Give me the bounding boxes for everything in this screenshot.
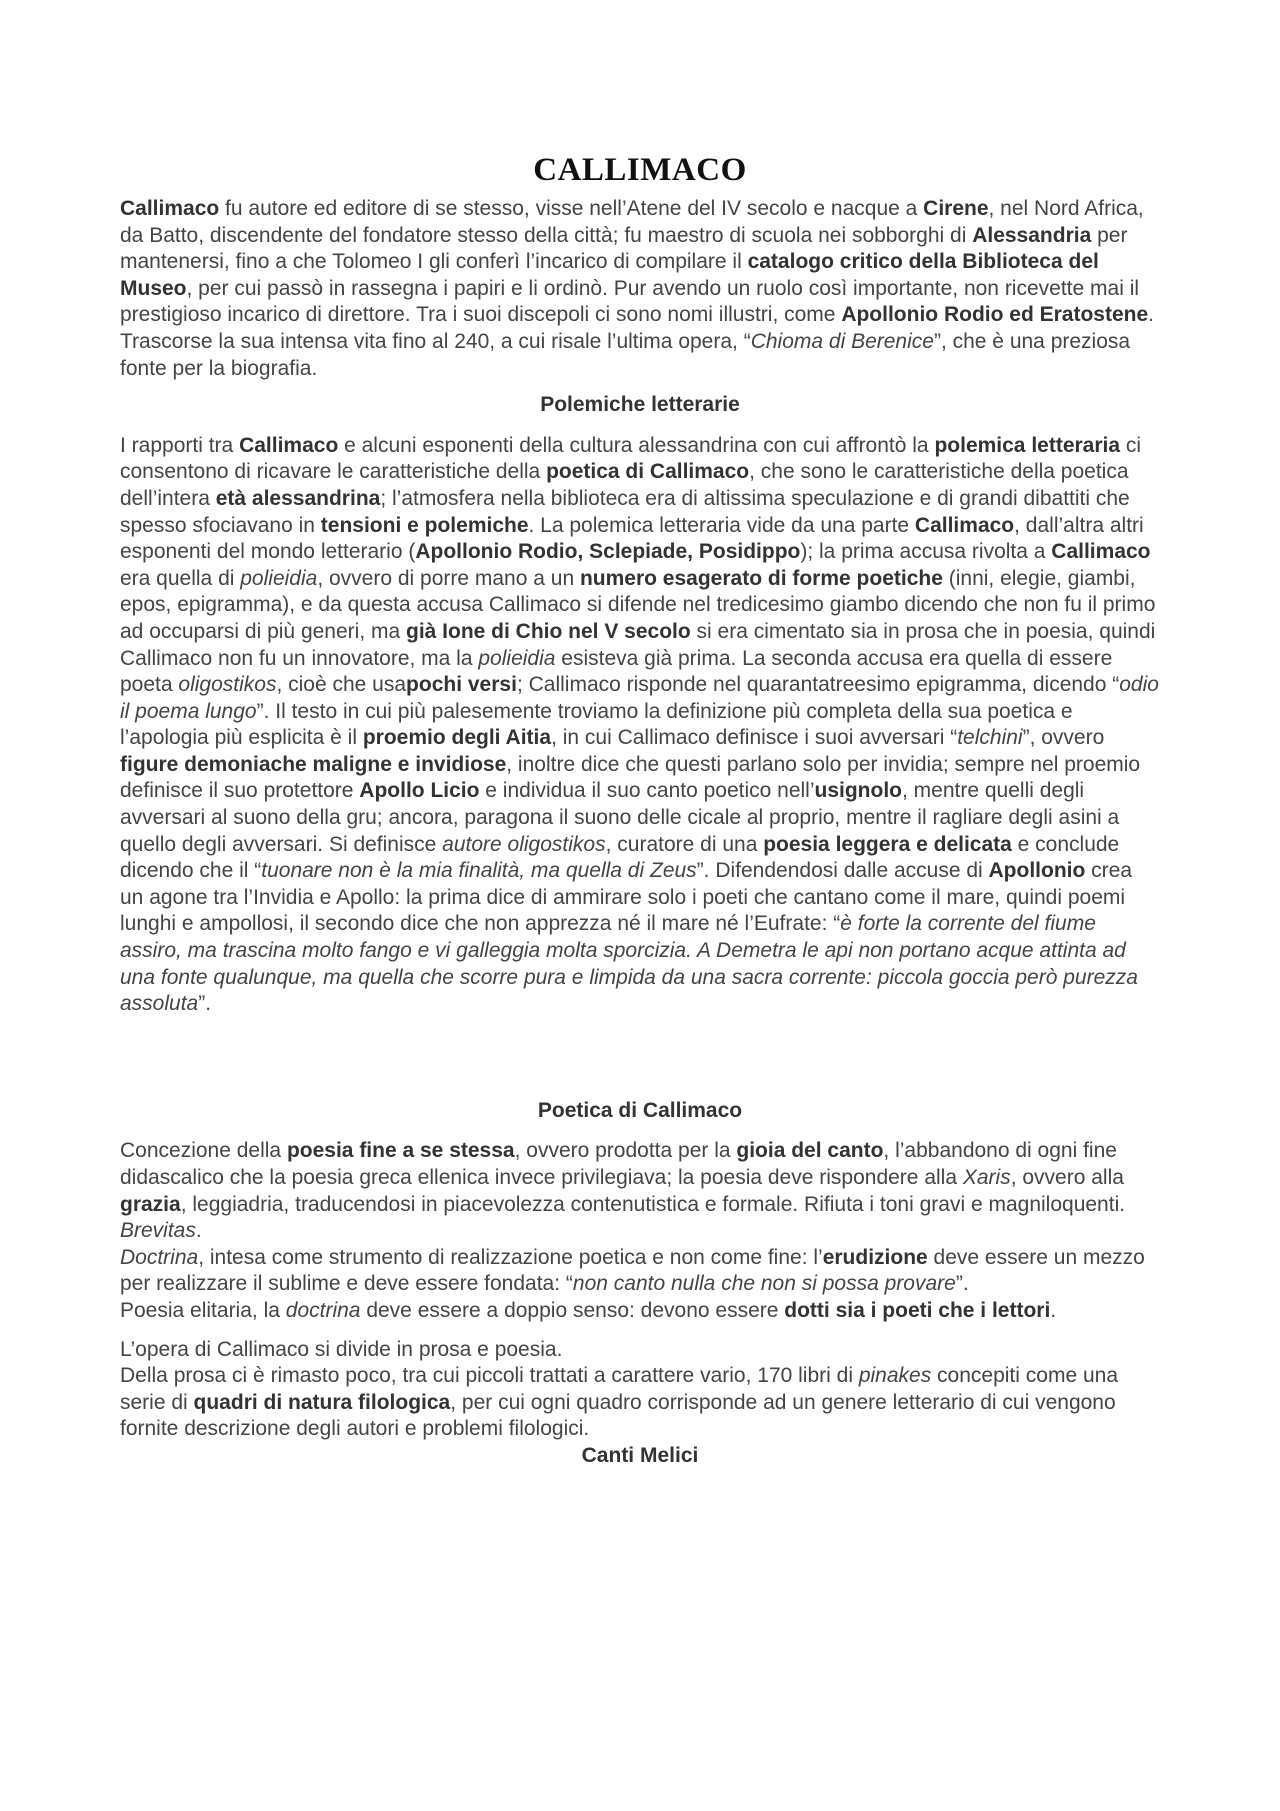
- text-run: , in cui Callimaco definisce i suoi avversari “: [551, 726, 958, 750]
- italic-text: Doctrina: [120, 1245, 199, 1269]
- text-run: , ovvero prodotta per la: [514, 1139, 737, 1163]
- bold-text: erudizione: [822, 1245, 928, 1269]
- bold-text: grazia: [120, 1192, 181, 1216]
- italic-text: tuonare non è la mia finalità, ma quella di Zeus: [261, 859, 697, 883]
- bold-text: tensioni e polemiche: [320, 513, 529, 537]
- italic-text: Brevitas: [120, 1219, 196, 1243]
- text-run: . La polemica letteraria vide da una parte: [528, 513, 915, 537]
- text-run: si era cimentato sia in prosa che in poesia, quindi Callimaco non fu un innovatore, ma la: [120, 619, 1156, 670]
- text-run: deve essere a doppio senso: devono essere: [360, 1298, 785, 1322]
- bold-text: Apollonio Rodio, Sclepiade, Posidippo: [415, 540, 801, 564]
- italic-text: pinakes: [858, 1364, 932, 1388]
- bold-text: Callimaco: [239, 433, 339, 457]
- text-run: , curatore di una: [605, 832, 764, 856]
- intro-paragraph: [120, 196, 1160, 382]
- text-run: , dall’altra altri esponenti del mondo letterario (: [120, 513, 1144, 564]
- bold-text: Callimaco: [1051, 540, 1151, 564]
- text-run: , leggiadria, traducendosi in piacevolezza contenutistica e formale. Rifiuta i toni gravi e magniloquenti.: [180, 1192, 1126, 1216]
- bold-text: Callimaco: [914, 513, 1015, 537]
- opera-line-2: [120, 1363, 1160, 1443]
- italic-text: polieidia: [240, 566, 318, 590]
- text-run: L’opera di Callimaco si divide in prosa e poesia.: [120, 1337, 563, 1361]
- text-run: ”. Il testo in cui più palesemente troviamo la definizione più completa della sua poetica e l’apologia più esplicita è il: [120, 699, 1073, 750]
- bold-text: catalogo critico della Biblioteca del Museo: [120, 250, 1099, 300]
- italic-text: autore oligostikos: [442, 832, 606, 856]
- italic-text: è forte la corrente del fiume assiro, ma trascina molto fango e vi galleggia molta sporcizia. A Demetra le api non portano acque attinta ad una fonte qualunque, ma quella che scorre pura e limpida da una sacra corrente: piccola goccia però purezza assoluta: [120, 912, 1138, 1016]
- italic-text: oligostikos: [178, 673, 277, 697]
- text-run: , ovvero di porre mano a un: [317, 566, 580, 590]
- text-run: , mentre quelli degli avversari al suono della gru; ancora, paragona il suono delle cicale al proprio, mentre il ragliare degli asini a quello degli avversari. Si definisce: [120, 779, 1120, 856]
- text-run: , l’abbandono di ogni fine didascalico che la poesia greca ellenica invece privilegiava; la poesia deve rispondere alla: [120, 1139, 1117, 1189]
- text-run: , che sono le caratteristiche della poetica dell’intera: [120, 460, 1129, 510]
- bold-text: Cirene: [923, 197, 989, 220]
- italic-text: non canto nulla che non si possa provare: [572, 1272, 956, 1296]
- italic-text: Chioma di Berenice: [750, 329, 934, 353]
- text-run: ; Callimaco risponde nel quarantatreesimo epigramma, dicendo “: [516, 673, 1120, 697]
- text-run: . Trascorse la sua intensa vita fino al 240, a cui risale l’ultima opera, “: [120, 303, 1154, 353]
- italic-text: polieidia: [478, 646, 556, 670]
- text-run: Concezione della: [120, 1139, 287, 1163]
- text-run: ”.: [198, 992, 212, 1016]
- poetica-line-3: [120, 1245, 1160, 1298]
- bold-text: figure demoniache maligne e invidiose: [120, 752, 507, 776]
- text-run: era quella di: [120, 566, 241, 590]
- text-run: ci consentono di ricavare le caratteristiche della: [120, 433, 1142, 484]
- text-run: , ovvero alla: [1010, 1166, 1124, 1189]
- bold-text: poesia fine a se stessa: [286, 1139, 515, 1163]
- text-run: Della prosa ci è rimasto poco, tra cui piccoli trattati a carattere vario, 170 libri di: [120, 1364, 859, 1388]
- bold-text: proemio degli Aitia: [362, 726, 552, 750]
- text-run: Poesia elitaria, la: [120, 1298, 286, 1322]
- bold-text: numero esagerato di forme poetiche: [579, 566, 943, 590]
- text-run: per mantenersi, fino a che Tolomeo I gli conferì l’incarico di compilare il: [120, 223, 1128, 274]
- bold-text: Alessandria: [972, 223, 1092, 247]
- text-run: I rapporti tra: [120, 433, 240, 457]
- text-run: ”, ovvero: [1022, 726, 1105, 750]
- polemiche-heading: Polemiche letterarie: [540, 393, 740, 417]
- bold-text: Apollo Licio: [359, 779, 480, 803]
- bold-text: poesia leggera e delicata: [763, 832, 1012, 856]
- bold-text: già Ione di Chio nel V secolo: [406, 619, 691, 643]
- polemiche-paragraph: [120, 433, 1160, 1018]
- bold-text: Apollonio: [988, 859, 1086, 883]
- bold-text: età alessandrina: [215, 486, 381, 510]
- canti-melici-heading: Canti Melici: [581, 1443, 699, 1467]
- bold-text: poetica di Callimaco: [546, 460, 750, 484]
- bold-text: Apollonio Rodio ed Eratostene: [841, 303, 1149, 327]
- text-run: , intesa come strumento di realizzazione poetica e non come fine: l’: [198, 1245, 823, 1269]
- bold-text: quadri di natura filologica: [193, 1390, 451, 1414]
- text-run: e conclude dicendo che il “: [120, 832, 1120, 883]
- text-run: crea un agone tra l’Invidia e Apollo: la prima dice di ammirare solo i poeti che cantano come il mare, quindi poemi lunghi e ampollosi, il secondo dice che non apprezza né il mare né l’Eufrate: “: [120, 859, 1133, 936]
- text-run: fu autore ed editore di se stesso, visse nell’Atene del IV secolo e nacque a: [219, 197, 924, 220]
- document-title: CALLIMACO: [533, 152, 747, 188]
- text-run: (inni, elegie, giambi, epos, epigramma), e da questa accusa Callimaco si difende nel tredicesimo giambo dicendo che non fu il primo ad occuparsi di più generi, ma: [120, 566, 1156, 643]
- bold-text: polemica letteraria: [934, 433, 1121, 457]
- italic-text: doctrina: [285, 1298, 361, 1322]
- bold-text: dotti sia i poeti che i lettori: [784, 1298, 1051, 1322]
- text-run: ; l’atmosfera nella biblioteca era di altissima speculazione e di grandi dibattiti che spesso sfociavano in: [120, 486, 1130, 537]
- text-run: , nel Nord Africa, da Batto, discendente del fondatore stesso della città; fu maestro di scuola nei sobborghi di: [120, 197, 1144, 247]
- text-run: , inoltre dice che questi parlano solo per invidia; sempre nel proemio definisce il suo protettore: [120, 752, 1141, 803]
- text-run: ”.: [955, 1272, 969, 1296]
- bold-text: pochi versi: [406, 673, 517, 697]
- text-run: ”. Difendendosi dalle accuse di: [696, 859, 989, 883]
- text-run: , per cui ogni quadro corrisponde ad un genere letterario di cui vengono fornite descrizione degli autori e problemi filologici.: [120, 1390, 1116, 1441]
- poetica-line-2: [120, 1218, 1160, 1245]
- text-run: esisteva già prima. La seconda accusa era quella di essere poeta: [120, 646, 1113, 697]
- text-run: .: [1050, 1298, 1057, 1322]
- bold-text: usignolo: [814, 779, 902, 803]
- text-run: , per cui passò in rassegna i papiri e li ordinò. Pur avendo un ruolo così importante, non ricevette mai il prestigioso incarico di direttore. Tra i suoi discepoli ci sono nomi illustri, come: [120, 276, 1140, 327]
- opera-line-1: [120, 1337, 1160, 1364]
- text-run: e alcuni esponenti della cultura alessandrina con cui affrontò la: [338, 433, 935, 457]
- bold-text: Callimaco: [120, 197, 220, 220]
- text-run: ); la prima accusa rivolta a: [800, 540, 1052, 564]
- text-run: , cioè che usa: [276, 673, 407, 697]
- text-run: e individua il suo canto poetico nell’: [479, 779, 815, 803]
- poetica-line-1: [120, 1138, 1160, 1218]
- italic-text: Xaris: [962, 1166, 1011, 1189]
- italic-text: odio il poema lungo: [120, 673, 1159, 723]
- text-run: concepiti come una serie di: [120, 1364, 1118, 1414]
- text-run: deve essere un mezzo per realizzare il sublime e deve essere fondata: “: [120, 1245, 1145, 1296]
- bold-text: gioia del canto: [736, 1139, 884, 1163]
- italic-text: telchini: [957, 726, 1023, 750]
- poetica-line-4: [120, 1298, 1160, 1325]
- text-run: .: [195, 1219, 202, 1243]
- text-run: ”, che è una preziosa fonte per la biografia.: [120, 329, 1131, 380]
- poetica-heading: Poetica di Callimaco: [537, 1098, 743, 1122]
